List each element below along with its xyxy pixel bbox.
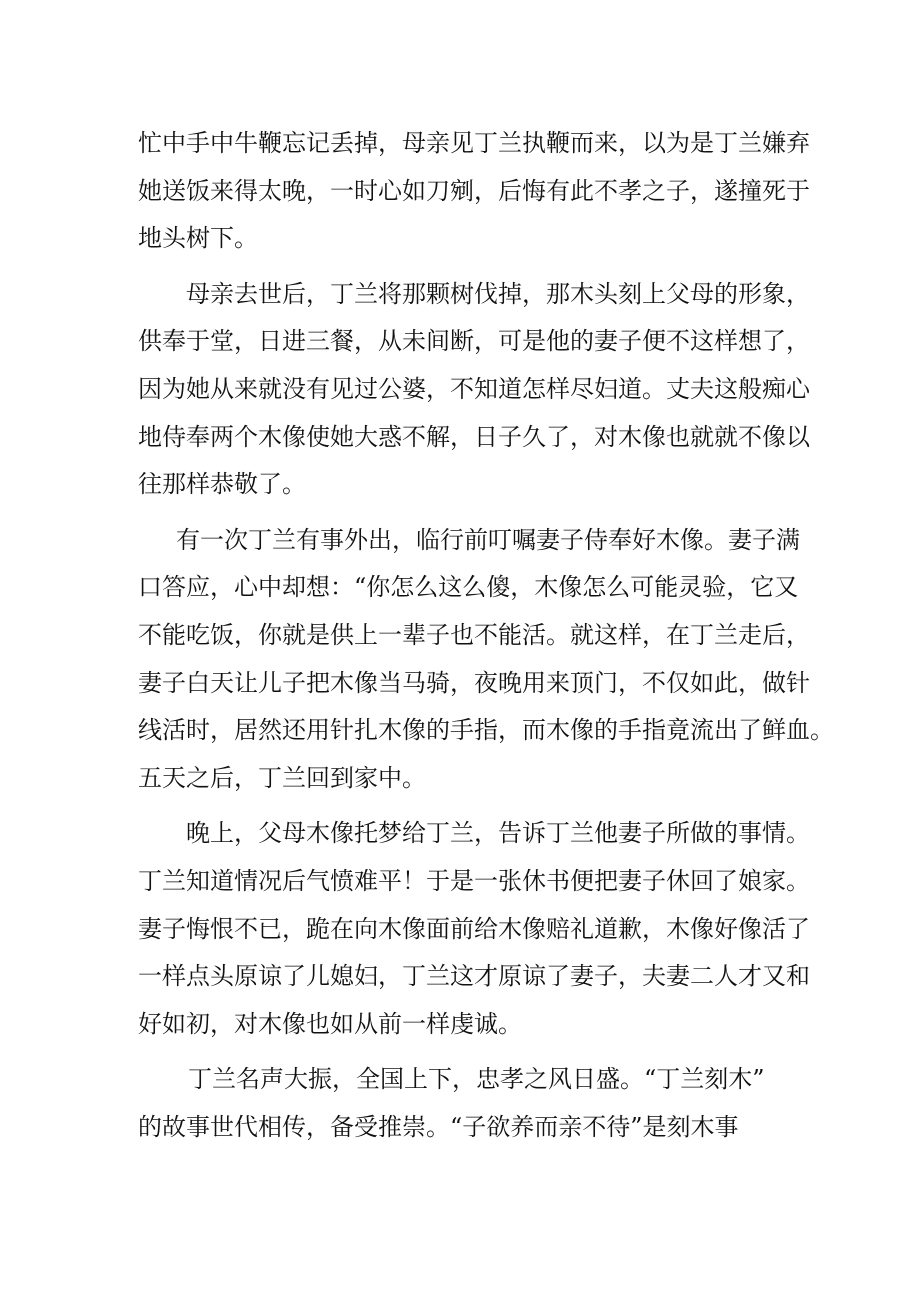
text-line: 妻子悔恨不已，跪在向木像面前给木像赔礼道歉，木像好像活了: [138, 914, 810, 943]
document-body: [138, 120, 834, 1159]
text-line: 地侍奉两个木像使她大惑不解，日子久了，对木像也就就不像以: [138, 422, 810, 451]
text-line: 有一次丁兰有事外出，临行前叮嘱妻子侍奉好木像。妻子满: [176, 525, 800, 554]
text-line: 的故事世代相传，备受推崇。“子欲养而亲不待”是刻木事: [138, 1112, 739, 1141]
paragraph-3: [138, 517, 834, 803]
text-line: 不能吃饭，你就是供上一辈子也不能活。就这样，在丁兰走后，: [138, 620, 810, 649]
text-line: 她送饭来得太晚，一时心如刀剜，后悔有此不孝之子，遂撞死于: [138, 176, 810, 205]
text-line: 地头树下。: [138, 224, 258, 253]
text-line: 母亲去世后，丁兰将那颗树伐掉，那木头刻上父母的形象，: [186, 279, 810, 308]
paragraph-4: [138, 810, 810, 1048]
paragraph-1: [138, 120, 810, 263]
text-line: 丁兰名声大振，全国上下，忠孝之风日盛。“丁兰刻木”: [188, 1065, 765, 1094]
paragraph-5: [138, 1056, 798, 1151]
text-line: 供奉于堂，日进三餐，从未间断，可是他的妻子便不这样想了，: [138, 327, 810, 356]
text-line: 好如初，对木像也如从前一样虔诚。: [138, 1009, 522, 1038]
text-line: 往那样恭敬了。: [138, 470, 306, 499]
text-line: 忙中手中牛鞭忘记丢掉，母亲见丁兰执鞭而来，以为是丁兰嫌弃: [138, 129, 810, 157]
text-line: 丁兰知道情况后气愤难平！于是一张休书便把妻子休回了娘家。: [138, 866, 810, 895]
text-line: 线活时，居然还用针扎木像的手指，而木像的手指竟流出了鲜血。: [138, 716, 834, 745]
text-line: 口答应，心中却想：“你怎么这么傻，木像怎么可能灵验，它又: [138, 573, 799, 602]
text-line: 妻子白天让儿子把木像当马骑，夜晚用来顶门，不仅如此，做针: [138, 668, 810, 697]
text-line: 五天之后，丁兰回到家中。: [138, 763, 426, 792]
paragraph-2: [138, 271, 810, 509]
text-line: 因为她从来就没有见过公婆，不知道怎样尽妇道。丈夫这般痴心: [138, 374, 810, 403]
text-line: 一样点头原谅了儿媳妇，丁兰这才原谅了妻子，夫妻二人才又和: [138, 962, 810, 991]
text-line: 晚上，父母木像托梦给丁兰，告诉丁兰他妻子所做的事情。: [186, 819, 810, 848]
